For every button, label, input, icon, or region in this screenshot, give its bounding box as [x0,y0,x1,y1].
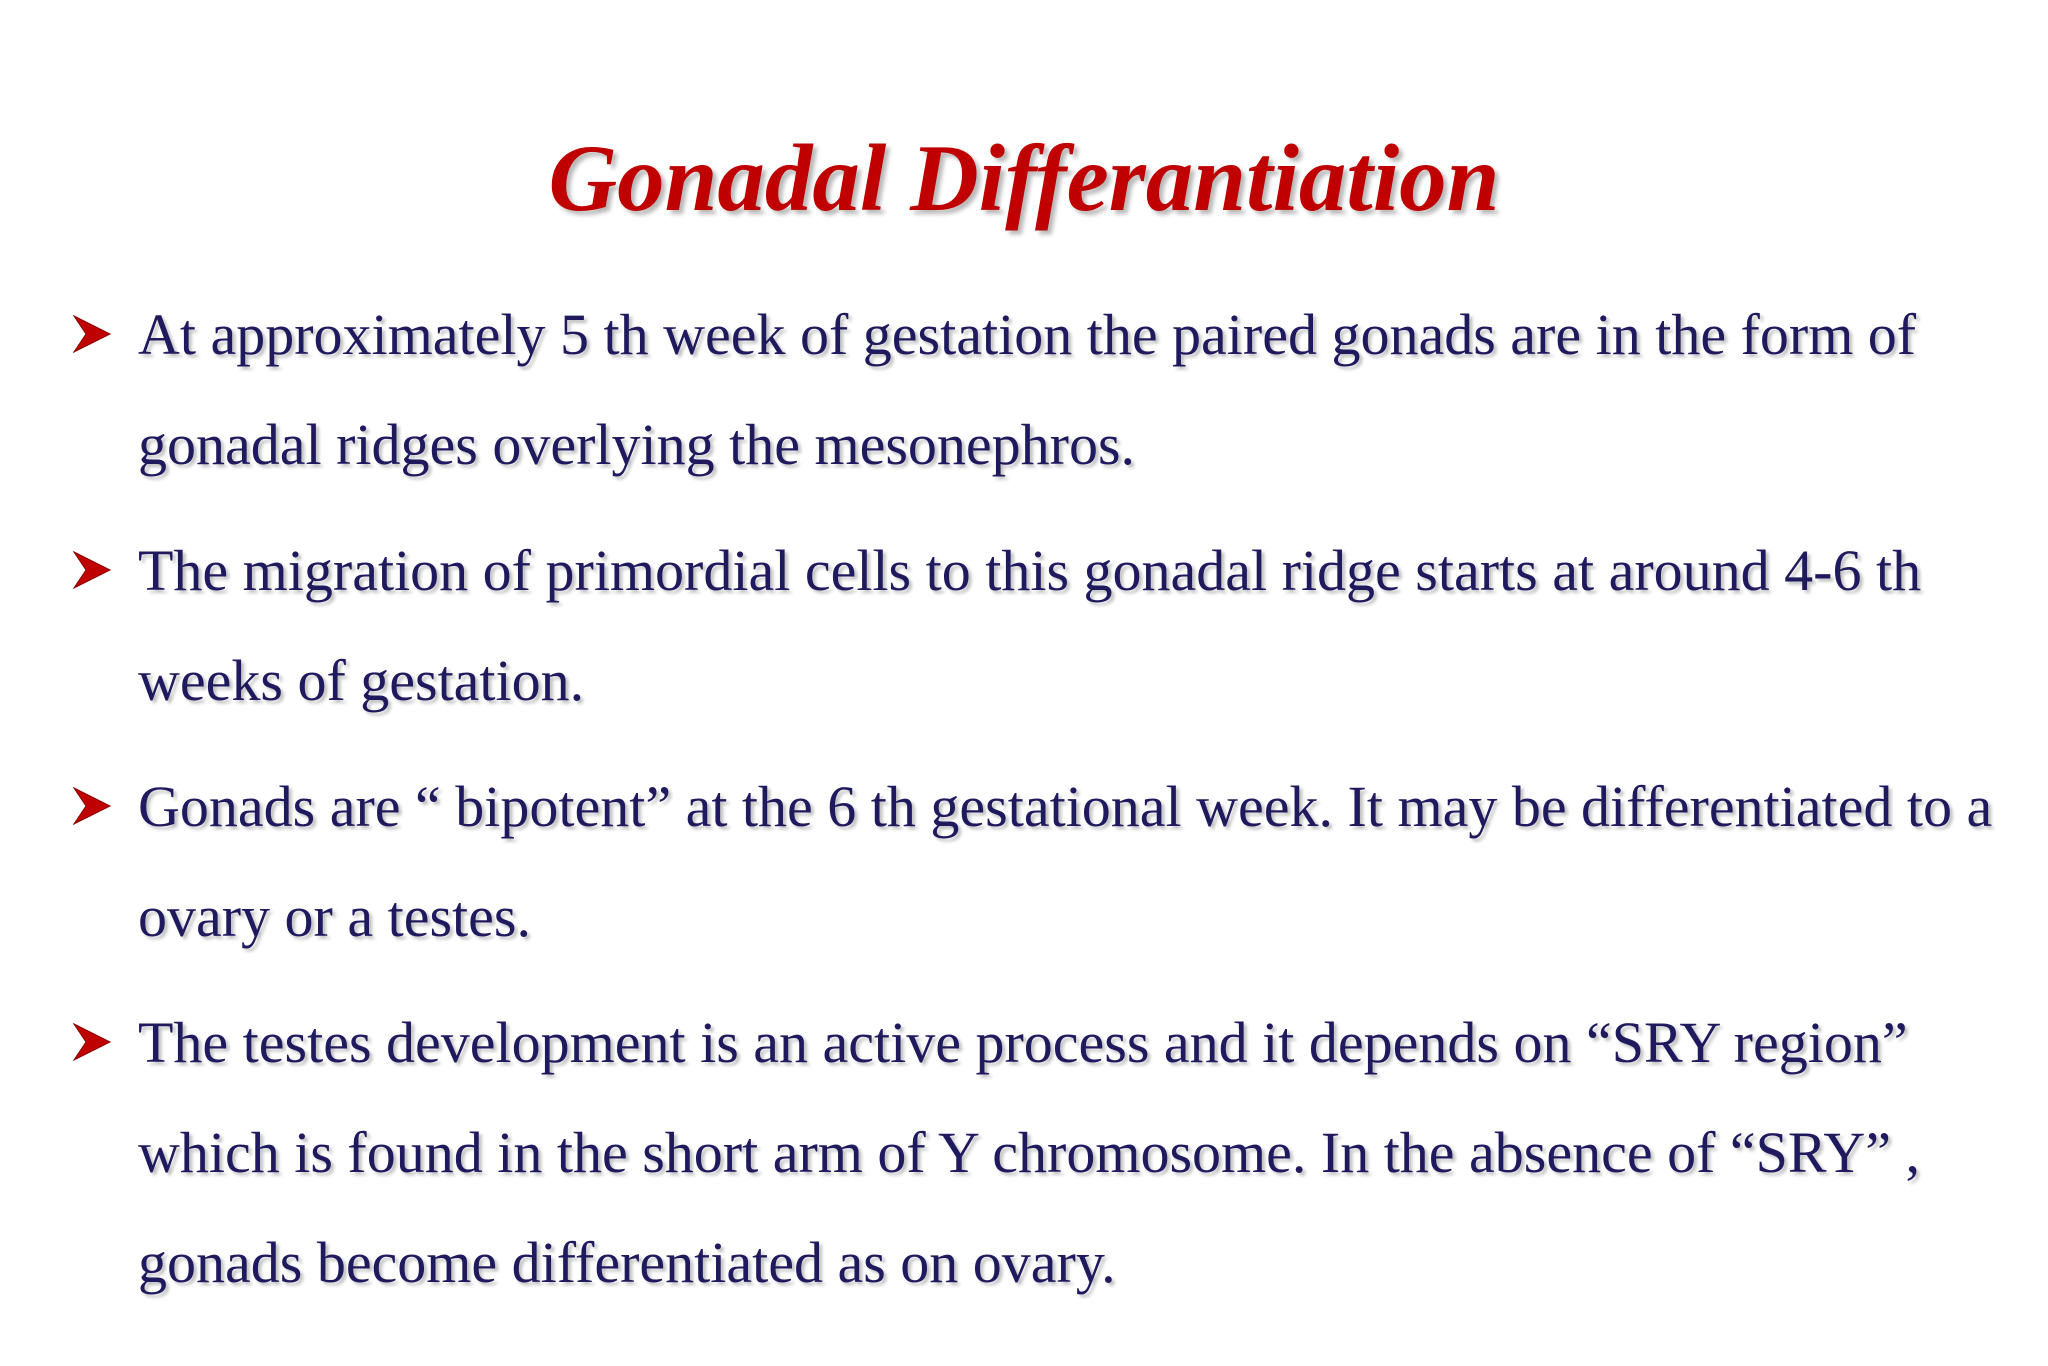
slide-title: Gonadal Differantiation [548,125,1500,231]
arrowhead-bullet-icon [70,752,118,862]
bullet-item [70,280,2010,500]
arrowhead-bullet-icon [70,988,118,1098]
bullet-list [70,280,2010,1334]
bullet-text: The testes development is an active process and it depends on “SRY region” which is found in the short arm of Y chromosome. In the absence of “SRY” , gonads become differentiated as on ovary. [138,1010,1921,1295]
bullet-item [70,752,2010,972]
arrowhead-bullet-icon [70,280,118,390]
bullet-text: Gonads are “ bipotent” at the 6 th gestational week. It may be differentiated to a ovary or a testes. [138,774,1993,949]
arrowhead-bullet-icon [70,516,118,626]
bullet-text: The migration of primordial cells to this gonadal ridge starts at around 4-6 th weeks of gestation. [138,538,1922,713]
bullet-item [70,516,2010,736]
bullet-item [70,988,2010,1318]
bullet-text: At approximately 5 th week of gestation the paired gonads are in the form of gonadal ridges overlying the mesonephros. [138,302,1917,477]
